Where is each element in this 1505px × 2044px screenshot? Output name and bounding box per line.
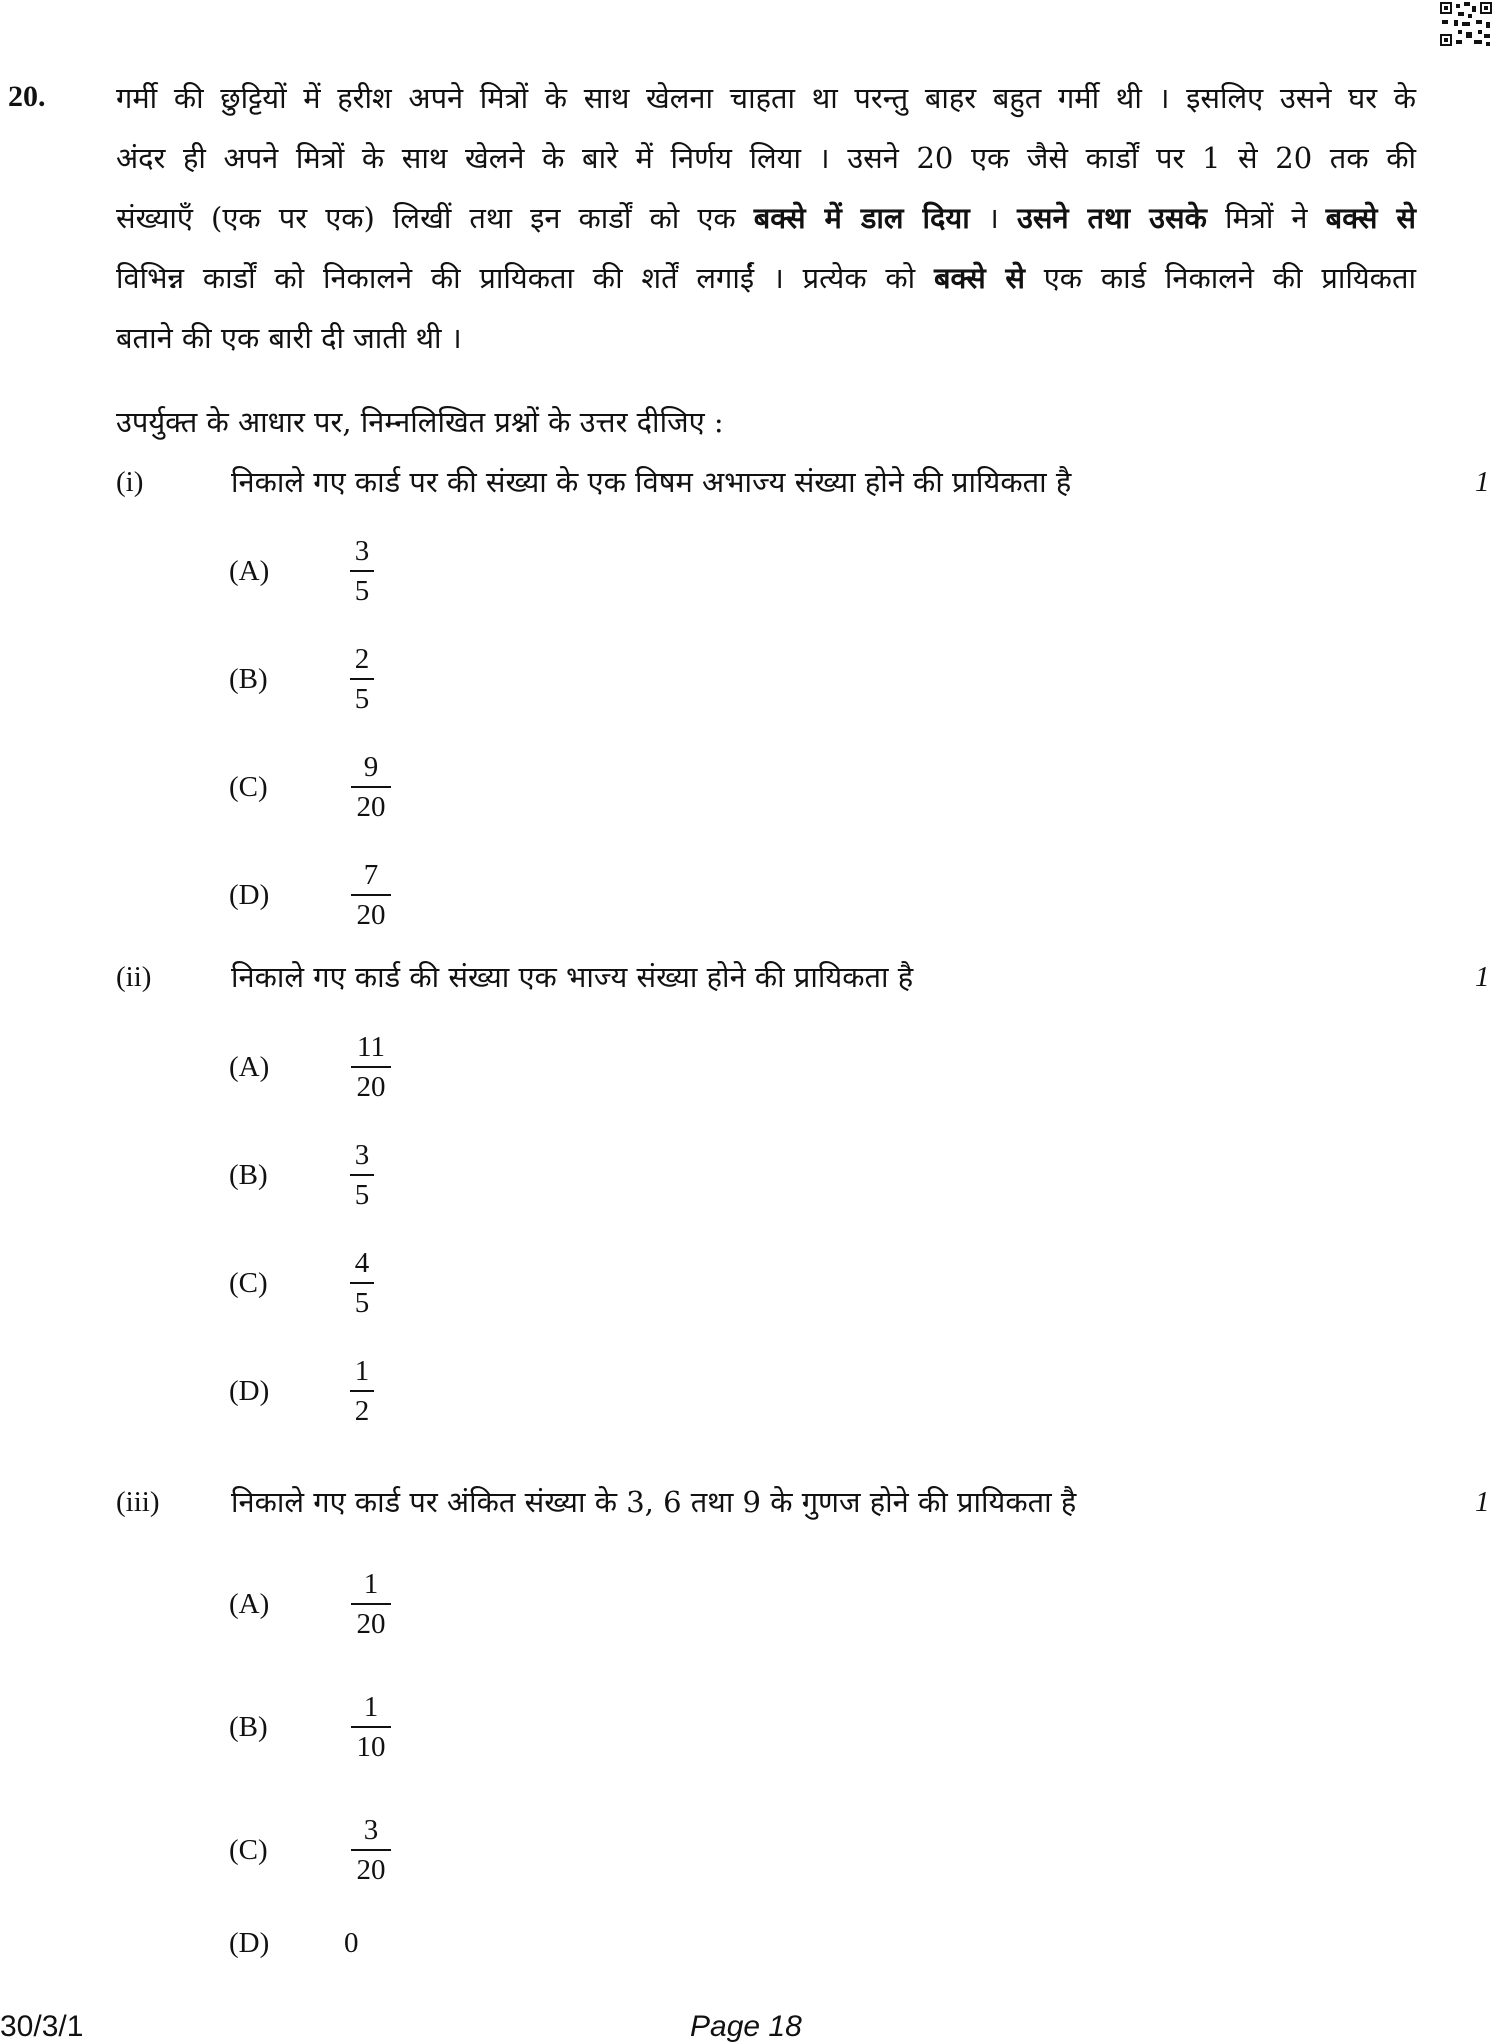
numerator: 1 bbox=[363, 1691, 379, 1723]
part-i-option-b-label: (B) bbox=[229, 663, 268, 695]
part-i-option-a-label: (A) bbox=[229, 555, 270, 587]
part-ii-option-d-fraction bbox=[327, 1354, 397, 1428]
part-iii-option-b-label: (B) bbox=[229, 1711, 268, 1743]
part-iii-marks: 1 bbox=[1475, 1486, 1490, 1518]
part-iii-option-c-label: (C) bbox=[229, 1834, 268, 1866]
qr-code-icon bbox=[1440, 2, 1492, 46]
paragraph-line-5: बताने की एक बारी दी जाती थी । bbox=[116, 321, 462, 355]
part-i-option-c-label: (C) bbox=[229, 771, 268, 803]
instruction-text: उपर्युक्त के आधार पर, निम्नलिखित प्रश्नों के उत्तर दीजिए : bbox=[116, 405, 724, 439]
numerator: 3 bbox=[363, 1814, 379, 1846]
part-i-marks: 1 bbox=[1475, 466, 1490, 498]
part-i-option-d-fraction bbox=[336, 858, 406, 932]
part-iii-option-d-label: (D) bbox=[229, 1927, 270, 1959]
denominator: 2 bbox=[354, 1395, 370, 1427]
part-iii-option-c-fraction bbox=[336, 1813, 406, 1887]
part-iii-option-d-value: 0 bbox=[344, 1927, 359, 1959]
page-number: Page 18 bbox=[690, 2010, 802, 2043]
paper-code: 30/3/1 bbox=[0, 2010, 84, 2043]
part-i-option-a-fraction bbox=[327, 534, 397, 608]
part-ii-option-a-fraction bbox=[336, 1030, 406, 1104]
numerator: 4 bbox=[354, 1247, 370, 1279]
numerator: 3 bbox=[354, 1139, 370, 1171]
part-iii-option-a-fraction bbox=[336, 1567, 406, 1641]
numerator: 2 bbox=[354, 643, 370, 675]
part-iii-label: (iii) bbox=[116, 1486, 160, 1518]
part-ii-text: निकाले गए कार्ड की संख्या एक भाज्य संख्या होने की प्रायिकता है bbox=[231, 960, 914, 994]
numerator: 1 bbox=[363, 1568, 379, 1600]
part-ii-option-a-label: (A) bbox=[229, 1051, 270, 1083]
part-iii-option-b-fraction bbox=[336, 1690, 406, 1764]
part-i-option-b-fraction bbox=[327, 642, 397, 716]
part-i-option-c-fraction bbox=[336, 750, 406, 824]
question-number: 20. bbox=[8, 80, 46, 113]
denominator: 10 bbox=[356, 1731, 386, 1763]
part-ii-option-c-fraction bbox=[327, 1246, 397, 1320]
paragraph-line-2: अंदर ही अपने मित्रों के साथ खेलने के बारे में निर्णय लिया । उसने 20 एक जैसे कार्डों पर 1 से 20 तक की bbox=[116, 141, 1416, 175]
part-iii-option-a-label: (A) bbox=[229, 1588, 270, 1620]
denominator: 20 bbox=[356, 791, 386, 823]
numerator: 11 bbox=[357, 1031, 385, 1063]
paragraph-line-3: संख्याएँ (एक पर एक) लिखीं तथा इन कार्डों को एक बक्से में डाल दिया । उसने तथा उसके मित्रों ने बक्से से bbox=[116, 201, 1417, 235]
denominator: 5 bbox=[354, 1287, 370, 1319]
part-ii-option-d-label: (D) bbox=[229, 1375, 270, 1407]
part-i-option-d-label: (D) bbox=[229, 879, 270, 911]
part-ii-option-c-label: (C) bbox=[229, 1267, 268, 1299]
denominator: 5 bbox=[354, 575, 370, 607]
numerator: 7 bbox=[363, 859, 379, 891]
denominator: 5 bbox=[354, 683, 370, 715]
part-ii-option-b-label: (B) bbox=[229, 1159, 268, 1191]
denominator: 20 bbox=[356, 1608, 386, 1640]
numerator: 1 bbox=[354, 1355, 370, 1387]
part-i-text: निकाले गए कार्ड पर की संख्या के एक विषम अभाज्य संख्या होने की प्रायिकता है bbox=[231, 465, 1072, 499]
part-ii-option-b-fraction bbox=[327, 1138, 397, 1212]
paragraph-line-1: गर्मी की छुट्टियों में हरीश अपने मित्रों के साथ खेलना चाहता था परन्तु बाहर बहुत गर्मी थी । इसलिए उसने घर के bbox=[116, 81, 1416, 115]
part-i-label: (i) bbox=[116, 466, 144, 498]
denominator: 20 bbox=[356, 1854, 386, 1886]
part-iii-text: निकाले गए कार्ड पर अंकित संख्या के 3, 6 तथा 9 के गुणज होने की प्रायिकता है bbox=[231, 1485, 1077, 1519]
part-ii-label: (ii) bbox=[116, 961, 152, 993]
numerator: 9 bbox=[363, 751, 379, 783]
denominator: 20 bbox=[356, 899, 386, 931]
denominator: 20 bbox=[356, 1071, 386, 1103]
paragraph-line-4: विभिन्न कार्डों को निकालने की प्रायिकता की शर्तें लगाईं । प्रत्येक को बक्से से एक कार्ड निकालने की प्रायिकता bbox=[116, 261, 1416, 295]
part-ii-marks: 1 bbox=[1475, 961, 1490, 993]
denominator: 5 bbox=[354, 1179, 370, 1211]
numerator: 3 bbox=[354, 535, 370, 567]
